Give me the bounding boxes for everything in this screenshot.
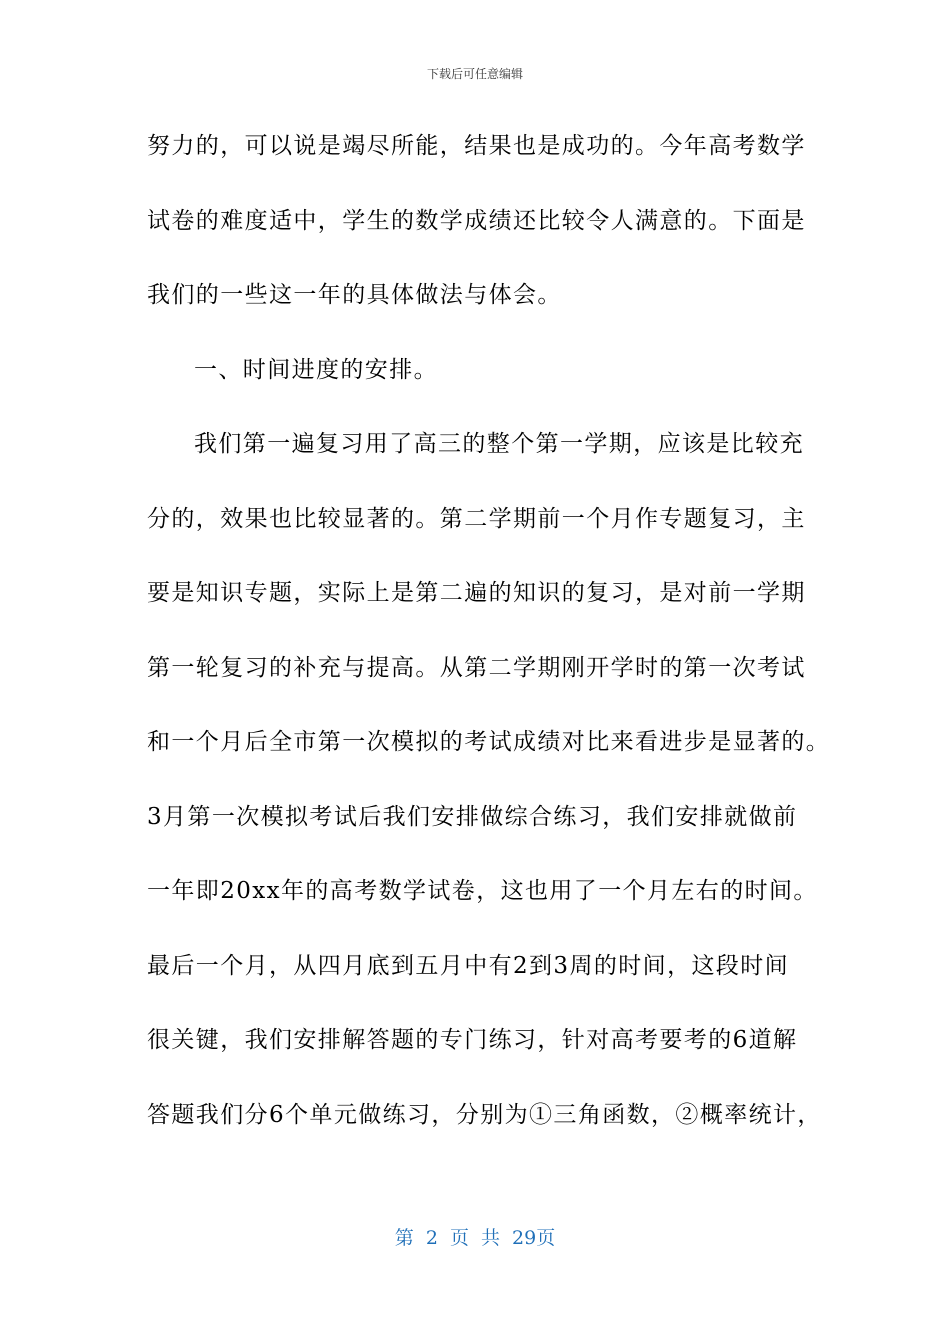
text-line-9: 和一个月后全市第一次模拟的考试成绩对比来看进步是显著的。 — [147, 729, 831, 755]
text-line-3: 我们的一些这一年的具体做法与体会。 — [147, 282, 562, 308]
text-line-8: 第一轮复习的补充与提高。从第二学期刚开学时的第一次考试 — [147, 654, 806, 681]
text-line-13: 很关键，我们安排解答题的专门练习，针对高考要考的6道解 — [147, 1027, 798, 1053]
text-line-5: 我们第一遍复习用了高三的整个第一学期，应该是比较充 — [194, 431, 804, 457]
document-body — [147, 124, 831, 1167]
text-line-2: 试卷的难度适中，学生的数学成绩还比较令人满意的。下面是 — [147, 207, 806, 234]
text-line-12: 最后一个月，从四月底到五月中有2到3周的时间，这段时间 — [147, 952, 790, 979]
text-line-11: 一年即20xx年的高考数学试卷，这也用了一个月左右的时间。 — [147, 878, 818, 904]
text-line-7: 要是知识专题，实际上是第二遍的知识的复习，是对前一学期 — [147, 580, 806, 606]
text-line-6: 分的，效果也比较显著的。第二学期前一个月作专题复习，主 — [147, 505, 806, 532]
text-line-1: 努力的，可以说是竭尽所能，结果也是成功的。今年高考数学 — [147, 133, 806, 159]
page-number: 第 2 页 共 29页 — [394, 1227, 556, 1249]
text-line-14: 答题我们分6个单元做练习，分别为①三角函数，②概率统计， — [147, 1101, 822, 1128]
page-header-note: 下载后可任意编辑 — [426, 67, 523, 81]
section-heading: 一、时间进度的安排。 — [194, 356, 438, 383]
text-line-10: 3月第一次模拟考试后我们安排做综合练习，我们安排就做前 — [147, 803, 798, 830]
